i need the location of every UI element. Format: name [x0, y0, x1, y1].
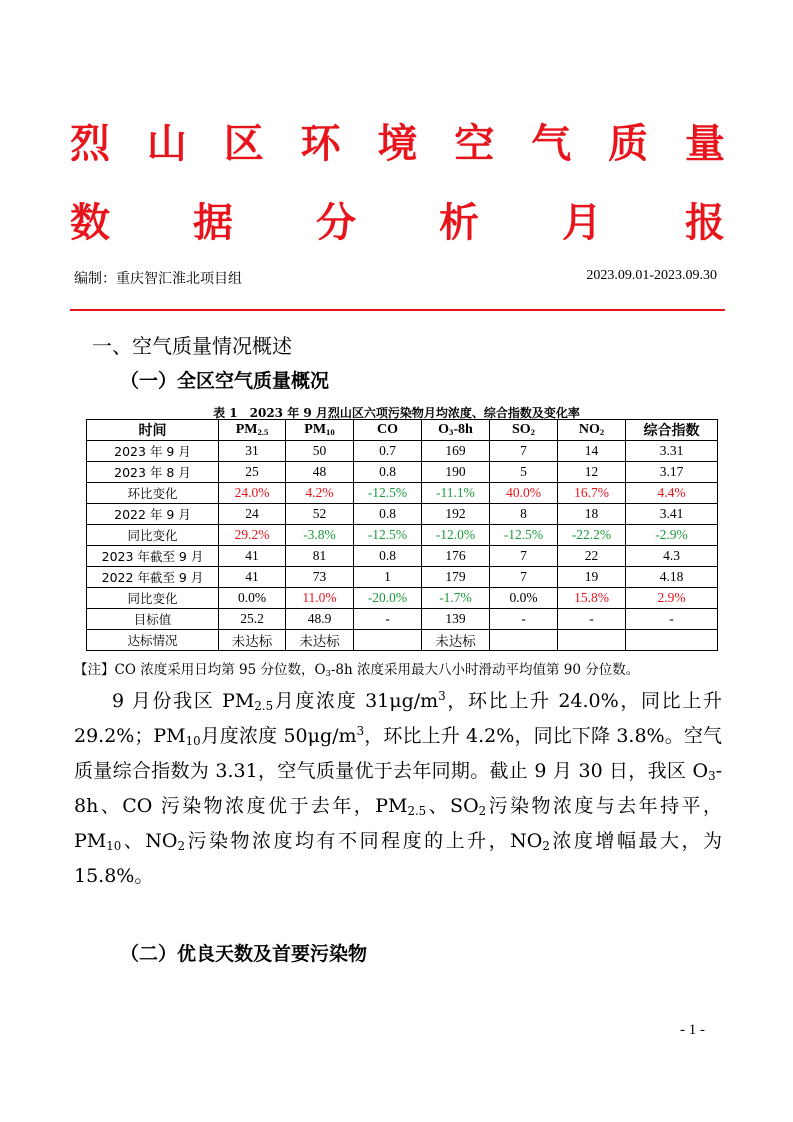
row-label: 2022 年 9 月 [87, 504, 219, 525]
paragraph-subscript: 2 [177, 838, 185, 853]
row-label: 2022 年截至 9 月 [87, 567, 219, 588]
table-cell: -2.9% [626, 525, 718, 546]
table-cell: 7 [490, 441, 558, 462]
table-cell: 139 [422, 609, 490, 630]
row-label: 同比变化 [87, 588, 219, 609]
table-cell [626, 630, 718, 651]
table-header-cell [286, 420, 354, 441]
section-heading: 一、空气质量情况概述 [92, 334, 292, 358]
title-char: 空 [454, 121, 495, 167]
header-subscript: 3 [449, 427, 454, 438]
table-cell: 7 [490, 567, 558, 588]
table-cell: 41 [219, 546, 286, 567]
header-main: CO [377, 422, 398, 437]
table-cell: 15.8% [558, 588, 626, 609]
table-cell: 0.8 [354, 504, 422, 525]
table-header-cell [422, 420, 490, 441]
row-label: 同比变化 [87, 525, 219, 546]
title-char: 境 [377, 121, 418, 167]
table-cell: 11.0% [286, 588, 354, 609]
table-row [87, 525, 718, 546]
table-row [87, 462, 718, 483]
paragraph-subscript: 10 [185, 733, 201, 748]
table-cell: 73 [286, 567, 354, 588]
table-cell [490, 630, 558, 651]
table-header-cell [626, 420, 718, 441]
table-cell: 190 [422, 462, 490, 483]
paragraph-subscript: 2.5 [407, 803, 427, 818]
pollutant-table [86, 419, 718, 651]
table-cell: 169 [422, 441, 490, 462]
table-cell: -20.0% [354, 588, 422, 609]
table-cell: -11.1% [422, 483, 490, 504]
paragraph-text: ，环比上升 24.0%，同比上升 29.2%；PM [74, 690, 722, 747]
table-cell: 18 [558, 504, 626, 525]
table-cell: 50 [286, 441, 354, 462]
table-cell: 4.18 [626, 567, 718, 588]
title-char: 气 [531, 121, 572, 167]
table-cell: 24 [219, 504, 286, 525]
table-cell: 52 [286, 504, 354, 525]
table-cell: - [558, 609, 626, 630]
table-cell: 未达标 [286, 630, 354, 651]
paragraph-text: 月度浓度 31μg/m [273, 690, 439, 712]
paragraph-text: 、SO [426, 795, 479, 817]
table-row [87, 609, 718, 630]
paragraph-supscript: 3 [438, 688, 446, 703]
table-cell: 48.9 [286, 609, 354, 630]
table-cell: 未达标 [422, 630, 490, 651]
table-cell: 22 [558, 546, 626, 567]
table-cell: 4.4% [626, 483, 718, 504]
paragraph-text: 污染物浓度均有不同程度的上升，NO [184, 830, 543, 852]
row-label: 2023 年 9 月 [87, 441, 219, 462]
table-cell: 40.0% [490, 483, 558, 504]
table-cell: 176 [422, 546, 490, 567]
header-subscript: 2 [599, 427, 605, 438]
table-row [87, 567, 718, 588]
table-cell: 29.2% [219, 525, 286, 546]
table-cell: 2.9% [626, 588, 718, 609]
table-cell: 81 [286, 546, 354, 567]
header-subscript: 2.5 [257, 427, 269, 438]
table-cell: 1 [354, 567, 422, 588]
table-header-row [87, 420, 718, 441]
table-row [87, 504, 718, 525]
table-cell: -12.5% [354, 483, 422, 504]
date-range: 2023.09.01-2023.09.30 [586, 268, 717, 283]
editor-label: 编制：重庆智汇淮北项目组 [74, 271, 242, 287]
table-cell: 0.0% [219, 588, 286, 609]
title-char: 数 [70, 200, 110, 246]
paragraph-text: -8h、CO 污染物浓度优于去年，PM [74, 760, 722, 817]
report-title-line2 [70, 200, 725, 246]
table-header-cell [558, 420, 626, 441]
table-cell: 41 [219, 567, 286, 588]
table-cell: 192 [422, 504, 490, 525]
table-cell: 16.7% [558, 483, 626, 504]
header-main: PM [235, 422, 258, 437]
note-suffix: -8h 浓度采用最大八小时滑动平均值第 90 分位数。 [330, 662, 640, 678]
subsection-heading: （二）优良天数及首要污染物 [120, 943, 368, 965]
table-cell: 4.2% [286, 483, 354, 504]
note-prefix: 【注】CO 浓度采用日均第 95 分位数，O [74, 662, 326, 678]
summary-paragraph [74, 684, 722, 894]
table-header-cell [490, 420, 558, 441]
header-main: PM [304, 422, 327, 437]
table-cell: -3.8% [286, 525, 354, 546]
paragraph-text: 、NO [121, 830, 178, 852]
table-cell: -12.0% [422, 525, 490, 546]
table-cell: 14 [558, 441, 626, 462]
table-cell: 24.0% [219, 483, 286, 504]
paragraph-text: 浓度增幅最大，为 15.8%。 [74, 830, 722, 887]
table-cell [558, 630, 626, 651]
table-cell: 4.3 [626, 546, 718, 567]
paragraph-text: 月度浓度 50μg/m [200, 725, 357, 747]
table-header-cell [354, 420, 422, 441]
table-cell: -12.5% [354, 525, 422, 546]
table-cell: 12 [558, 462, 626, 483]
page-number: - 1 - [680, 1022, 705, 1038]
header-main: 时间 [138, 423, 167, 439]
table-cell: -12.5% [490, 525, 558, 546]
table-cell: 19 [558, 567, 626, 588]
table-cell: -22.2% [558, 525, 626, 546]
table-cell: 3.41 [626, 504, 718, 525]
paragraph-text: 污染物浓度与去年持平，PM [74, 795, 723, 852]
title-divider [70, 309, 725, 311]
table-note [74, 658, 639, 678]
summary-text [74, 684, 722, 894]
table-header-cell [219, 420, 286, 441]
table-cell: 0.8 [354, 462, 422, 483]
table-cell: 179 [422, 567, 490, 588]
table-cell: 未达标 [219, 630, 286, 651]
table-cell: - [626, 609, 718, 630]
header-main: 综合指数 [643, 423, 700, 439]
table-cell: - [490, 609, 558, 630]
row-label: 环比变化 [87, 483, 219, 504]
table-row [87, 546, 718, 567]
table-cell: 25 [219, 462, 286, 483]
header-main: SO [511, 422, 531, 437]
row-label: 目标值 [87, 609, 219, 630]
title-char: 量 [685, 121, 725, 167]
report-meta [74, 268, 717, 288]
table-caption: 表 1 2023 年 9 月烈山区六项污染物月均浓度、综合指数及变化率 [213, 406, 580, 420]
table-cell: 0.8 [354, 546, 422, 567]
report-title-line1 [70, 121, 725, 167]
paragraph-subscript: 2 [478, 803, 487, 818]
table-row [87, 441, 718, 462]
paragraph-subscript: 2 [542, 838, 550, 853]
title-char: 据 [193, 200, 233, 246]
title-char: 析 [439, 200, 479, 246]
table-cell: -1.7% [422, 588, 490, 609]
paragraph-subscript: 2.5 [254, 698, 274, 713]
table-cell: 25.2 [219, 609, 286, 630]
table-header-cell [87, 420, 219, 441]
table-cell: 3.31 [626, 441, 718, 462]
row-label: 达标情况 [87, 630, 219, 651]
row-label: 2023 年截至 9 月 [87, 546, 219, 567]
header-suffix: -8h [453, 422, 473, 437]
title-char: 环 [300, 121, 341, 167]
table-cell: 3.17 [626, 462, 718, 483]
header-subscript: 2 [530, 427, 536, 438]
title-char: 质 [608, 121, 649, 167]
title-char: 山 [146, 121, 187, 167]
header-main: NO [578, 422, 600, 437]
subsection-heading: （一）全区空气质量概况 [120, 370, 330, 392]
table-cell [354, 630, 422, 651]
table-row [87, 630, 718, 651]
table-row [87, 588, 718, 609]
table-cell: 5 [490, 462, 558, 483]
row-label: 2023 年 8 月 [87, 462, 219, 483]
title-char: 分 [316, 200, 356, 246]
header-main: O [438, 422, 450, 437]
table-cell: 8 [490, 504, 558, 525]
title-char: 月 [562, 200, 602, 246]
title-char: 区 [223, 121, 264, 167]
table-cell: 0.0% [490, 588, 558, 609]
table-cell: 7 [490, 546, 558, 567]
title-char: 报 [685, 200, 725, 246]
paragraph-subscript: 3 [708, 768, 716, 783]
table-cell: 0.7 [354, 441, 422, 462]
title-char: 烈 [70, 121, 110, 167]
header-subscript: 10 [326, 427, 335, 438]
paragraph-text: 9 月份我区 PM [112, 690, 255, 712]
table-row [87, 483, 718, 504]
paragraph-text: ，环比上升 4.2%，同比下降 3.8%。空气质量综合指数为 3.31，空气质量优于去年同期。截止 9 月 30 日，我区 O [74, 725, 722, 782]
table-cell: 31 [219, 441, 286, 462]
paragraph-supscript: 3 [356, 723, 365, 738]
table-cell: - [354, 609, 422, 630]
paragraph-subscript: 10 [106, 838, 122, 853]
note-subscript: 3 [325, 668, 331, 679]
table-cell: 48 [286, 462, 354, 483]
